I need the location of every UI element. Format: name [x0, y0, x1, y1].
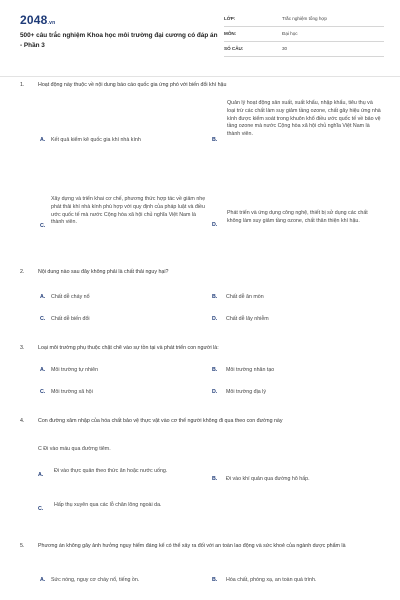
question-number: 2.	[20, 269, 25, 275]
meta-label: MÔN:	[224, 31, 237, 36]
question-head	[20, 82, 386, 90]
option-text: Môi trường nhân tạo	[226, 367, 275, 373]
option-letter: C.	[40, 316, 46, 322]
option-2a[interactable]	[40, 294, 205, 304]
option-2d[interactable]	[212, 316, 377, 326]
option-3d[interactable]	[212, 389, 377, 399]
header-divider	[0, 76, 400, 77]
option-letter: D.	[212, 389, 218, 395]
option-2c[interactable]	[40, 316, 205, 326]
option-4c[interactable]	[38, 502, 208, 520]
option-text: Môi trường xã hội	[51, 389, 93, 395]
site-logo[interactable]	[20, 13, 55, 27]
question-head	[20, 269, 386, 277]
option-letter: D.	[212, 316, 218, 322]
option-text: Chất dễ biến đổi	[51, 316, 90, 322]
question-text: Hoạt động này thuộc về nội dung báo cáo quốc gia ứng phó với biến đổi khí hậu	[38, 82, 227, 88]
option-text: Sức nóng, nguy cơ cháy nổ, tiếng ồn.	[51, 577, 140, 583]
option-1c[interactable]	[40, 196, 210, 268]
option-1b[interactable]	[212, 100, 382, 180]
question-head	[20, 418, 386, 426]
meta-label: LỚP:	[224, 16, 236, 21]
question-text: Con đường xâm nhập của hóa chất bảo vệ thực vật vào cơ thể người không đi qua theo con đường này	[38, 418, 283, 424]
option-letter: C.	[40, 389, 46, 395]
option-text: Chất dễ ăn mòn	[226, 294, 264, 300]
question-text: Nội dung nào sau đây không phải là chất thải nguy hại?	[38, 269, 169, 275]
option-text: Môi trường địa lý	[226, 389, 266, 395]
option-letter: A.	[40, 294, 46, 300]
option-3c[interactable]	[40, 389, 205, 399]
option-letter: B.	[212, 294, 218, 300]
meta-value: 30	[282, 46, 288, 51]
option-3a[interactable]	[40, 367, 205, 377]
option-text: Kết quả kiểm kê quốc gia khí nhà kính	[51, 137, 141, 143]
question-text: Phương án không gây ảnh hưởng nguy hiểm đáng kể có thể xảy ra đối với an toàn lao động và sức khoẻ của ngành dược phẩm là	[38, 543, 346, 549]
option-1a[interactable]	[40, 137, 210, 149]
option-text: Đi vào khí quản qua đường hô hấp.	[226, 476, 310, 482]
question-number: 1.	[20, 82, 25, 88]
meta-value: Đại học	[282, 31, 298, 36]
option-text: Hóa chất, phóng xạ, an toàn quá trình.	[226, 577, 317, 583]
option-letter: D.	[212, 222, 218, 228]
option-letter: B.	[212, 577, 218, 583]
option-letter: A.	[38, 472, 44, 478]
option-4a[interactable]	[38, 468, 208, 486]
meta-row-subject	[224, 27, 384, 42]
option-1d[interactable]	[212, 210, 382, 240]
option-4b[interactable]	[212, 476, 382, 486]
question-number: 4.	[20, 418, 25, 424]
question-4	[20, 418, 386, 426]
question-head	[20, 543, 386, 551]
question-number: 5.	[20, 543, 25, 549]
question-4-note: C Đi vào máu qua đường tiêm.	[38, 446, 111, 452]
option-text: Môi trường tự nhiên	[51, 367, 99, 373]
option-text: Phát triển và ứng dụng công nghệ, thiết bị sử dụng các chất không làm suy giảm tầng ozone, chất thân thiện khí hậu.	[227, 210, 368, 224]
option-text: Xây dựng và triển khai cơ chế, phương thức hợp tác về giảm nhẹ phát thải khí nhà kính phù hợp với quy định của pháp luật và điều ước quốc tế mà nước Cộng hòa xã hội chủ nghĩa Việt Nam là thành viên.	[51, 196, 206, 226]
question-3	[20, 345, 386, 353]
option-letter: A.	[40, 367, 46, 373]
page-header	[0, 0, 400, 70]
meta-label: SỐ CÂU:	[224, 46, 244, 51]
option-text: Chất dễ lây nhiễm	[226, 316, 269, 322]
option-2b[interactable]	[212, 294, 377, 304]
option-letter: C.	[40, 223, 46, 229]
meta-value: Trắc nghiệm tổng hợp	[282, 16, 327, 21]
meta-row-count	[224, 42, 384, 57]
option-letter: B.	[212, 367, 218, 373]
option-text: Đi vào thực quản theo thức ăn hoặc nước uống.	[54, 468, 168, 474]
question-1	[20, 82, 386, 90]
option-5a[interactable]	[40, 577, 205, 587]
option-letter: B.	[212, 137, 218, 143]
option-text: Quản lý hoạt động sản xuất, xuất khẩu, nhập khẩu, tiêu thụ và loại trừ các chất làm suy giảm tầng ozone, chất gây hiệu ứng nhà kính được kiểm soát trong khuôn khổ điều ước quốc tế về bảo vệ tầng ozone mà nước Cộng hòa xã hội chủ nghĩa Việt Nam là thành viên.	[227, 100, 381, 138]
option-text: Chất dễ cháy nổ	[51, 294, 90, 300]
question-5	[20, 543, 386, 551]
meta-table	[224, 12, 384, 57]
question-2	[20, 269, 386, 277]
option-text: Hấp thụ xuyên qua các lỗ chân lông ngoài da.	[54, 502, 162, 508]
page-title: 500+ câu trắc nghiệm Khoa học môi trường đại cương có đáp án - Phần 3	[20, 32, 218, 49]
question-head	[20, 345, 386, 353]
option-letter: B.	[212, 476, 218, 482]
logo-main-text: 2048	[20, 13, 48, 27]
logo-suffix-text: .vn	[47, 20, 56, 26]
option-letter: A.	[40, 577, 46, 583]
meta-row-class	[224, 12, 384, 27]
option-letter: C.	[38, 506, 44, 512]
question-text: Loại môi trường phụ thuộc chặt chẽ vào sự tồn tại và phát triển con người là:	[38, 345, 219, 351]
option-3b[interactable]	[212, 367, 377, 377]
question-number: 3.	[20, 345, 25, 351]
option-5b[interactable]	[212, 577, 382, 587]
option-letter: A.	[40, 137, 46, 143]
